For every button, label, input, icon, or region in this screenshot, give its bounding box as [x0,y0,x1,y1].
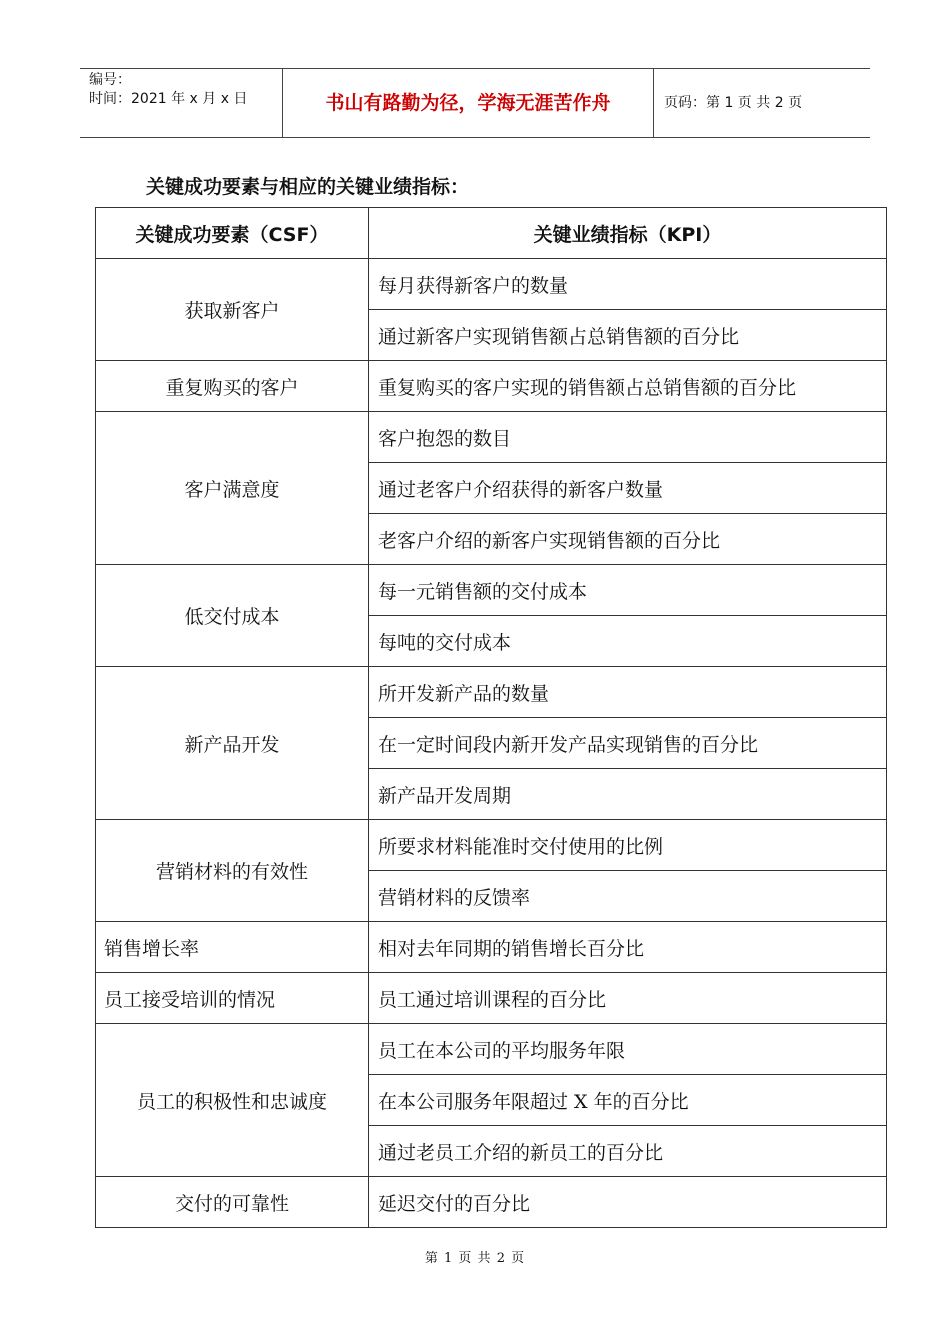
header-number-label: 编号： [89,72,131,88]
document-header [80,68,870,138]
kpi-cell: 营销材料的反馈率 [369,871,887,922]
kpi-cell: 延迟交付的百分比 [369,1177,887,1228]
csf-kpi-table [95,207,887,1228]
kpi-cell: 重复购买的客户实现的销售额占总销售额的百分比 [369,361,887,412]
csf-cell: 低交付成本 [96,565,369,667]
kpi-cell: 每月获得新客户的数量 [369,259,887,310]
csf-cell: 交付的可靠性 [96,1177,369,1228]
kpi-cell: 通过老员工介绍的新员工的百分比 [369,1126,887,1177]
header-time-label: 时间：2021 年 x 月 x 日 [89,91,248,107]
kpi-cell: 通过老客户介绍获得的新客户数量 [369,463,887,514]
kpi-cell: 新产品开发周期 [369,769,887,820]
csf-cell: 新产品开发 [96,667,369,820]
header-page-label: 页码：第 1 页 共 2 页 [664,95,803,111]
table-row [96,973,887,1024]
kpi-cell: 员工在本公司的平均服务年限 [369,1024,887,1075]
kpi-cell: 所要求材料能准时交付使用的比例 [369,820,887,871]
csf-cell: 获取新客户 [96,259,369,361]
table-header-row [96,208,887,259]
page-footer: 第 1 页 共 2 页 [424,1251,526,1266]
kpi-cell: 每吨的交付成本 [369,616,887,667]
column-header-kpi: 关键业绩指标（KPI） [369,208,887,259]
table-row [96,361,887,412]
table-row [96,412,887,463]
table-row [96,259,887,310]
kpi-cell: 所开发新产品的数量 [369,667,887,718]
intro-heading: 关键成功要素与相应的关键业绩指标： [146,176,470,198]
csf-cell: 客户满意度 [96,412,369,565]
kpi-cell: 老客户介绍的新客户实现销售额的百分比 [369,514,887,565]
kpi-cell: 相对去年同期的销售增长百分比 [369,922,887,973]
csf-cell: 营销材料的有效性 [96,820,369,922]
header-meta [80,69,283,137]
table-row [96,565,887,616]
kpi-cell: 在本公司服务年限超过 X 年的百分比 [369,1075,887,1126]
header-motto: 书山有路勤为径，学海无涯苦作舟 [283,69,654,137]
table-row [96,820,887,871]
kpi-cell: 通过新客户实现销售额占总销售额的百分比 [369,310,887,361]
kpi-cell: 每一元销售额的交付成本 [369,565,887,616]
kpi-cell: 客户抱怨的数目 [369,412,887,463]
table-body [96,259,887,1228]
table-row [96,1177,887,1228]
csf-cell: 重复购买的客户 [96,361,369,412]
column-header-csf: 关键成功要素（CSF） [96,208,369,259]
table-row [96,1024,887,1075]
table-row [96,667,887,718]
table-row [96,922,887,973]
kpi-cell: 在一定时间段内新开发产品实现销售的百分比 [369,718,887,769]
csf-cell: 销售增长率 [96,922,369,973]
kpi-cell: 员工通过培训课程的百分比 [369,973,887,1024]
csf-cell: 员工的积极性和忠诚度 [96,1024,369,1177]
csf-cell: 员工接受培训的情况 [96,973,369,1024]
